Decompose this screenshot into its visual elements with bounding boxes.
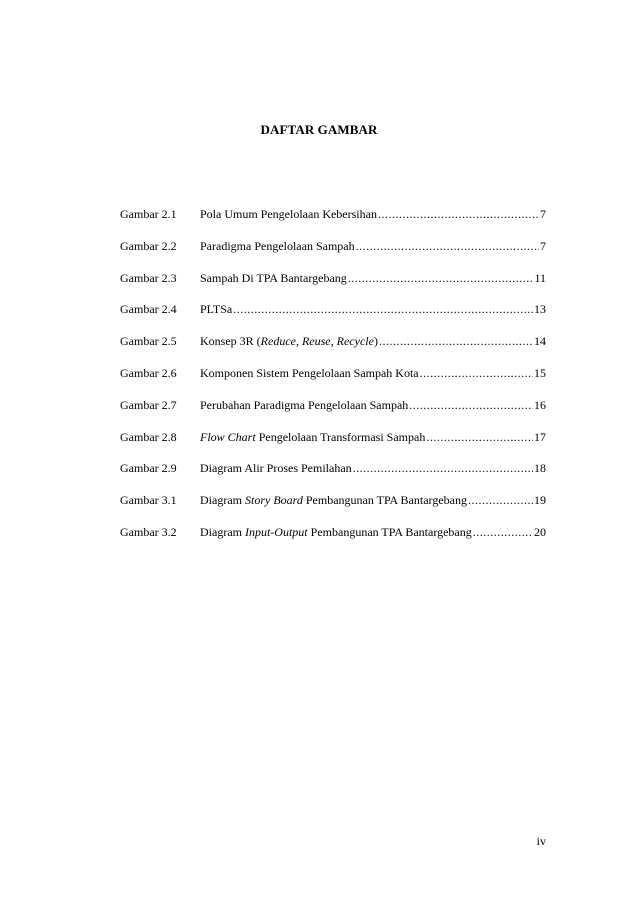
figure-title <box>200 397 408 413</box>
dot-leader <box>353 460 533 476</box>
page-number: iv <box>536 834 546 848</box>
figure-title-italic-part: Flow Chart <box>200 429 256 444</box>
dot-leader <box>420 365 533 381</box>
figure-title-part: Konsep 3R ( <box>200 334 261 349</box>
figure-title-part: Pembangunan TPA Bantargebang <box>307 524 472 539</box>
figure-label: Gambar 2.4 <box>120 302 177 317</box>
figure-label: Gambar 3.1 <box>120 493 177 508</box>
figure-page-number: 16 <box>534 397 546 412</box>
dot-leader <box>468 492 533 508</box>
figure-title-part: Diagram <box>200 524 245 539</box>
figure-title <box>200 206 377 222</box>
figure-title-part: Sampah Di TPA Bantargebang <box>200 270 347 285</box>
figure-title-part: Komponen Sistem Pengelolaan Sampah Kota <box>200 365 419 380</box>
figure-entry[interactable] <box>120 333 546 365</box>
figure-title-italic-part: Story Board <box>244 493 303 508</box>
dot-leader <box>378 206 539 222</box>
figure-title <box>200 270 347 286</box>
page-title: DAFTAR GAMBAR <box>260 122 378 137</box>
figure-title-part: Pola Umum Pengelolaan Kebersihan <box>200 207 377 221</box>
figure-page-number: 19 <box>534 493 546 508</box>
figure-entry[interactable] <box>120 397 546 429</box>
figure-title-part: Diagram <box>200 493 245 508</box>
dot-leader <box>356 238 539 254</box>
figure-title-part: Paradigma Pengelolaan Sampah <box>200 238 355 253</box>
figure-title-part: Pembangunan TPA Bantargebang <box>302 493 467 508</box>
figure-entry[interactable] <box>120 460 546 492</box>
figure-entry[interactable] <box>120 524 546 556</box>
figure-label: Gambar 2.3 <box>120 270 177 285</box>
figure-entry[interactable] <box>120 365 546 397</box>
figure-page-number: 7 <box>540 238 546 253</box>
figure-entry[interactable] <box>120 492 546 524</box>
figure-entry[interactable] <box>120 238 546 270</box>
figure-title <box>200 492 467 508</box>
figure-page-number: 18 <box>534 461 546 476</box>
figure-label: Gambar 2.1 <box>120 207 177 221</box>
figure-page-number: 15 <box>534 365 546 380</box>
figure-title-italic-part: Input-Output <box>244 524 308 539</box>
figure-title <box>200 333 378 349</box>
figure-title <box>200 238 355 254</box>
figure-page-number: 11 <box>534 270 546 285</box>
figure-entry[interactable] <box>120 301 546 333</box>
figure-label: Gambar 2.2 <box>120 238 177 253</box>
figure-label: Gambar 2.5 <box>120 334 177 349</box>
figure-title-part: PLTSa <box>200 302 233 317</box>
figure-title <box>200 429 425 445</box>
dot-leader <box>233 301 533 317</box>
dot-leader <box>409 397 533 413</box>
figure-title-part: Perubahan Paradigma Pengelolaan Sampah <box>200 397 409 412</box>
figure-entry[interactable] <box>120 206 546 238</box>
figure-title-part: Pengelolaan Transformasi Sampah <box>255 429 426 444</box>
figure-label: Gambar 2.6 <box>120 365 177 380</box>
figure-page-number: 13 <box>534 302 546 317</box>
figure-label: Gambar 2.8 <box>120 429 177 444</box>
figure-page-number: 7 <box>540 207 546 221</box>
figure-title-part: ) <box>373 334 378 349</box>
dot-leader <box>473 524 533 540</box>
figure-page-number: 20 <box>534 524 546 539</box>
figure-title-part: Diagram Alir Proses Pemilahan <box>200 461 352 476</box>
figure-label: Gambar 2.7 <box>120 397 177 412</box>
figure-list <box>120 206 546 556</box>
figure-title <box>200 301 232 317</box>
figure-label: Gambar 3.2 <box>120 524 177 539</box>
dot-leader <box>379 333 533 349</box>
figure-entry[interactable] <box>120 429 546 461</box>
figure-label: Gambar 2.9 <box>120 461 177 476</box>
figure-title <box>200 524 472 540</box>
figure-entry[interactable] <box>120 270 546 302</box>
figure-title <box>200 365 419 381</box>
figure-title-italic-part: Reduce, Reuse, Recycle <box>260 334 374 349</box>
dot-leader <box>348 270 534 286</box>
dot-leader <box>426 429 533 445</box>
figure-page-number: 14 <box>534 334 546 349</box>
figure-title <box>200 460 352 476</box>
figure-page-number: 17 <box>534 429 546 444</box>
